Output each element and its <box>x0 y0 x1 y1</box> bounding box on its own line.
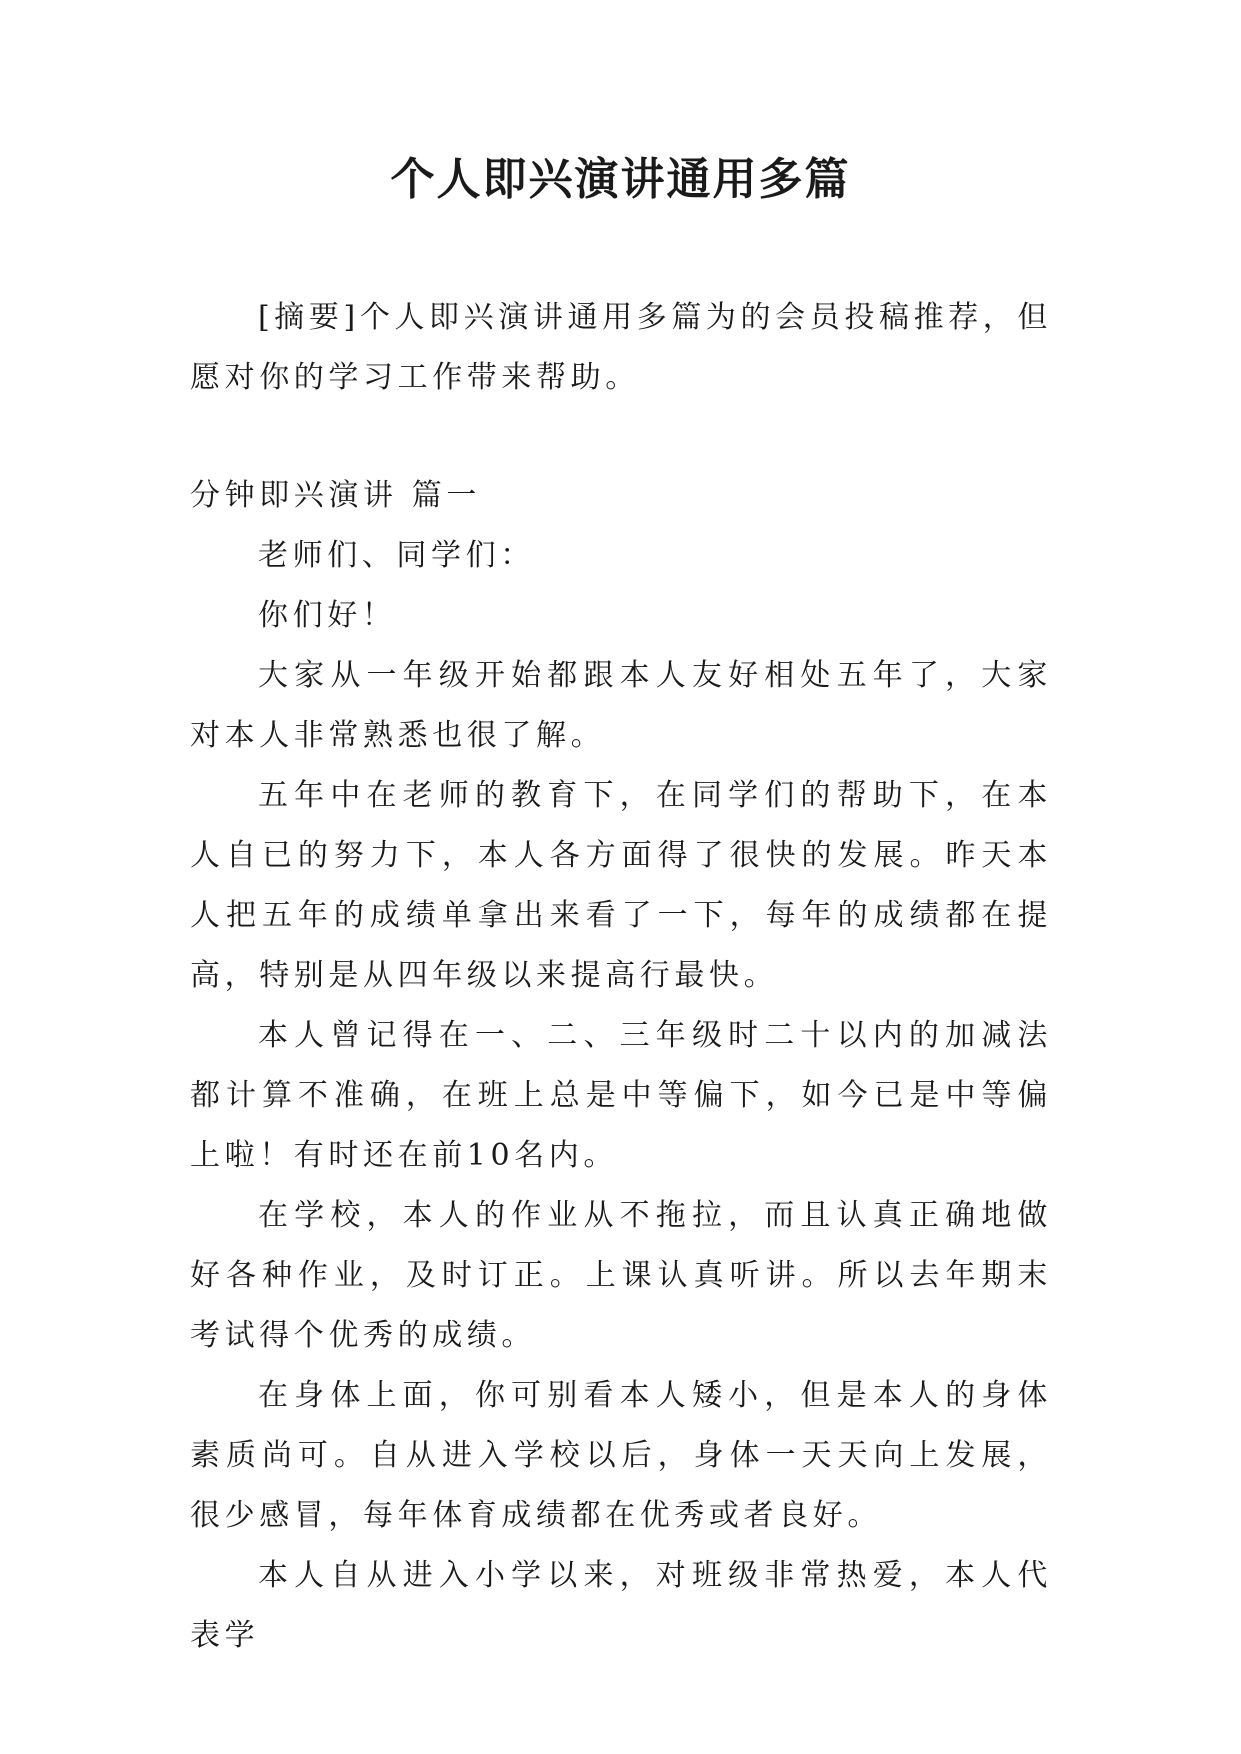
body-paragraph: 在身体上面，你可别看本人矮小，但是本人的身体素质尚可。自从进入学校以后，身体一天天向上发展，很少感冒，每年体育成绩都在优秀或者良好。 <box>190 1378 1052 1533</box>
body-paragraph: 本人自从进入小学以来，对班级非常热爱，本人代表学 <box>190 1558 1052 1653</box>
document-title: 个人即兴演讲通用多篇 <box>390 154 851 205</box>
body-paragraph: 五年中在老师的教育下，在同学们的帮助下，在本人自已的努力下，本人各方面得了很快的发展。昨天本人把五年的成绩单拿出来看了一下，每年的成绩都在提高，特别是从四年级以来提高行最快。 <box>190 778 1052 993</box>
body-paragraph: 本人曾记得在一、二、三年级时二十以内的加减法都计算不准确，在班上总是中等偏下，如今已是中等偏上啦！有时还在前10名内。 <box>190 1018 1052 1173</box>
body-paragraph: 大家从一年级开始都跟本人友好相处五年了，大家对本人非常熟悉也很了解。 <box>190 658 1052 753</box>
abstract-paragraph: [摘要]个人即兴演讲通用多篇为的会员投稿推荐，但愿对你的学习工作带来帮助。 <box>190 300 1052 395</box>
body-paragraph: 在学校，本人的作业从不拖拉，而且认真正确地做好各种作业，及时订正。上课认真听讲。所以去年期末考试得个优秀的成绩。 <box>190 1198 1052 1353</box>
document-body <box>190 288 1052 1666</box>
body-paragraph: 你们好！ <box>258 598 397 633</box>
section-heading: 分钟即兴演讲 篇一 <box>190 478 481 513</box>
body-paragraph: 老师们、同学们： <box>258 538 535 573</box>
